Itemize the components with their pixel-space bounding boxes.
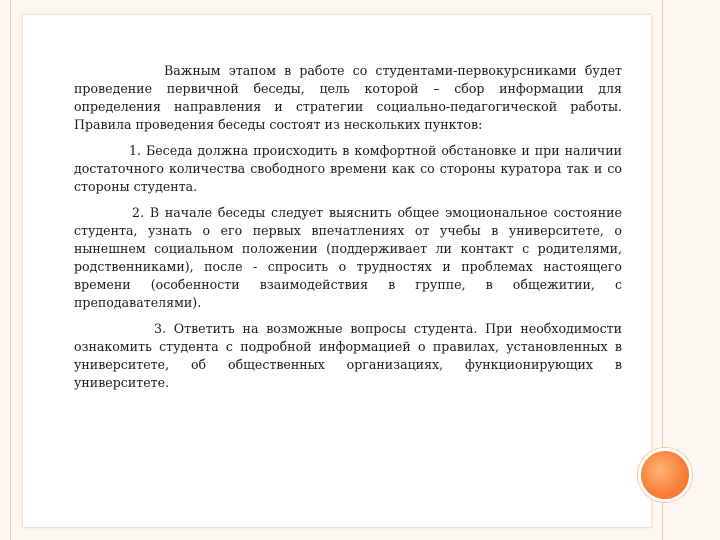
left-decorative-line: [10, 0, 11, 540]
slide-body-text: [74, 62, 622, 400]
rule-item-3: 3. Ответить на возможные вопросы студента. При необходимости ознакомить студента с подробной информацией о правилах, установленных в университете, об общественных организациях, функционирующих в университете.: [74, 321, 622, 390]
intro-paragraph: Важным этапом в работе со студентами-первокурсниками будет проведение первичной беседы, цель которой – сбор информации для определения направления и стратегии социально-педагогической работы. Правила проведения беседы состоят из нескольких пунктов:: [74, 63, 622, 132]
rule-item-2: 2. В начале беседы следует выяснить общее эмоциональное состояние студента, узнать о его первых впечатлениях от учебы в университете, о нынешнем социальном положении (поддерживает ли контакт с родителями, родственниками), после - спросить о трудностях и проблемах настоящего времени (особенности взаимодействия в группе, в общежитии, с преподавателями).: [74, 205, 622, 310]
rule-item-1: 1. Беседа должна происходить в комфортной обстановке и при наличии достаточного количества свободного времени как со стороны куратора так и со стороны студента.: [74, 143, 622, 194]
orange-circle-ornament: [638, 448, 692, 502]
